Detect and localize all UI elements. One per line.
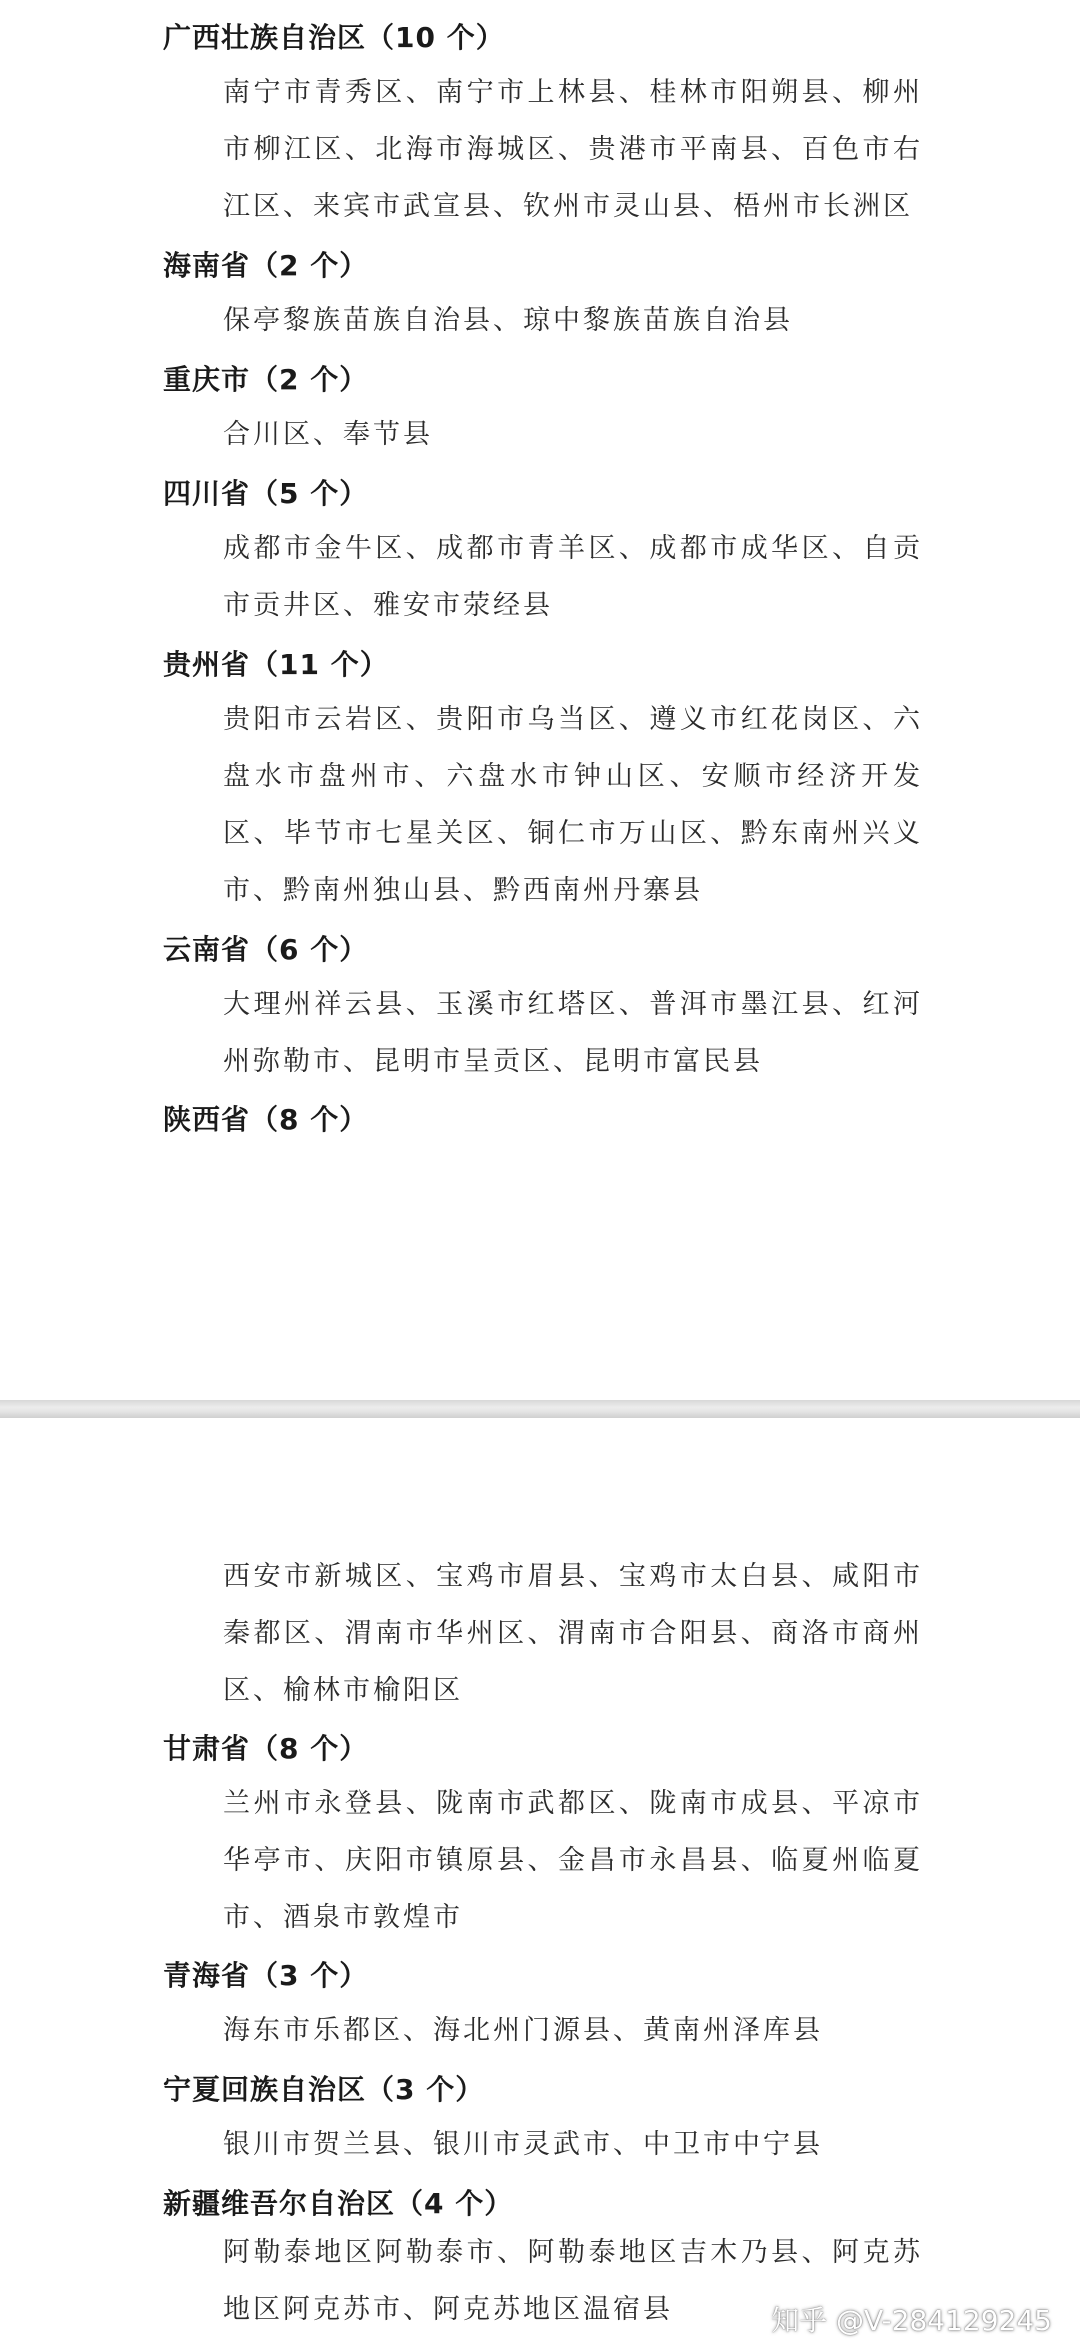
region-heading-guizhou: 贵州省（11 个）: [163, 648, 389, 681]
region-list-sichuan: 成都市金牛区、成都市青羊区、成都市成华区、自贡市贡井区、雅安市荥经县: [223, 533, 923, 621]
region-list-yunnan: 大理州祥云县、玉溪市红塔区、普洱市墨江县、红河州弥勒市、昆明市呈贡区、昆明市富民县: [223, 989, 923, 1077]
region-list-guangxi: 南宁市青秀区、南宁市上林县、桂林市阳朔县、柳州市柳江区、北海市海城区、贵港市平南县、百色市右江区、来宾市武宣县、钦州市灵山县、梧州市长洲区: [223, 77, 923, 222]
region-list-hainan: 保亭黎族苗族自治县、琼中黎族苗族自治县: [223, 305, 793, 336]
document-page-2: [0, 1418, 1080, 2339]
region-heading-guangxi: 广西壮族自治区（10 个）: [163, 21, 505, 54]
region-heading-sichuan: 四川省（5 个）: [163, 477, 369, 510]
region-heading-qinghai: 青海省（3 个）: [163, 1959, 369, 1992]
region-list-qinghai: 海东市乐都区、海北州门源县、黄南州泽库县: [223, 2015, 823, 2046]
region-list-ningxia: 银川市贺兰县、银川市灵武市、中卫市中宁县: [223, 2129, 823, 2160]
region-list-xinjiang: 阿勒泰地区阿勒泰市、阿勒泰地区吉木乃县、阿克苏地区阿克苏市、阿克苏地区温宿县: [223, 2237, 923, 2325]
region-heading-shaanxi: 陕西省（8 个）: [163, 1103, 369, 1136]
region-list-gansu: 兰州市永登县、陇南市武都区、陇南市成县、平凉市华亭市、庆阳市镇原县、金昌市永昌县、临夏州临夏市、酒泉市敦煌市: [223, 1788, 923, 1933]
region-heading-ningxia: 宁夏回族自治区（3 个）: [163, 2073, 485, 2106]
region-heading-chongqing: 重庆市（2 个）: [163, 363, 369, 396]
page-separator: [0, 1400, 1080, 1418]
region-list-guizhou: 贵阳市云岩区、贵阳市乌当区、遵义市红花岗区、六盘水市盘州市、六盘水市钟山区、安顺市经济开发区、毕节市七星关区、铜仁市万山区、黔东南州兴义市、黔南州独山县、黔西南州丹寨县: [223, 704, 923, 906]
region-list-shaanxi: 西安市新城区、宝鸡市眉县、宝鸡市太白县、咸阳市秦都区、渭南市华州区、渭南市合阳县、商洛市商州区、榆林市榆阳区: [223, 1561, 923, 1706]
region-heading-yunnan: 云南省（6 个）: [163, 933, 369, 966]
zhihu-watermark: 知乎 @V-284129245: [771, 2304, 1052, 2337]
region-list-chongqing: 合川区、奉节县: [223, 419, 433, 450]
region-heading-xinjiang: 新疆维吾尔自治区（4 个）: [163, 2187, 514, 2220]
region-heading-gansu: 甘肃省（8 个）: [163, 1732, 369, 1765]
region-heading-hainan: 海南省（2 个）: [163, 249, 369, 282]
